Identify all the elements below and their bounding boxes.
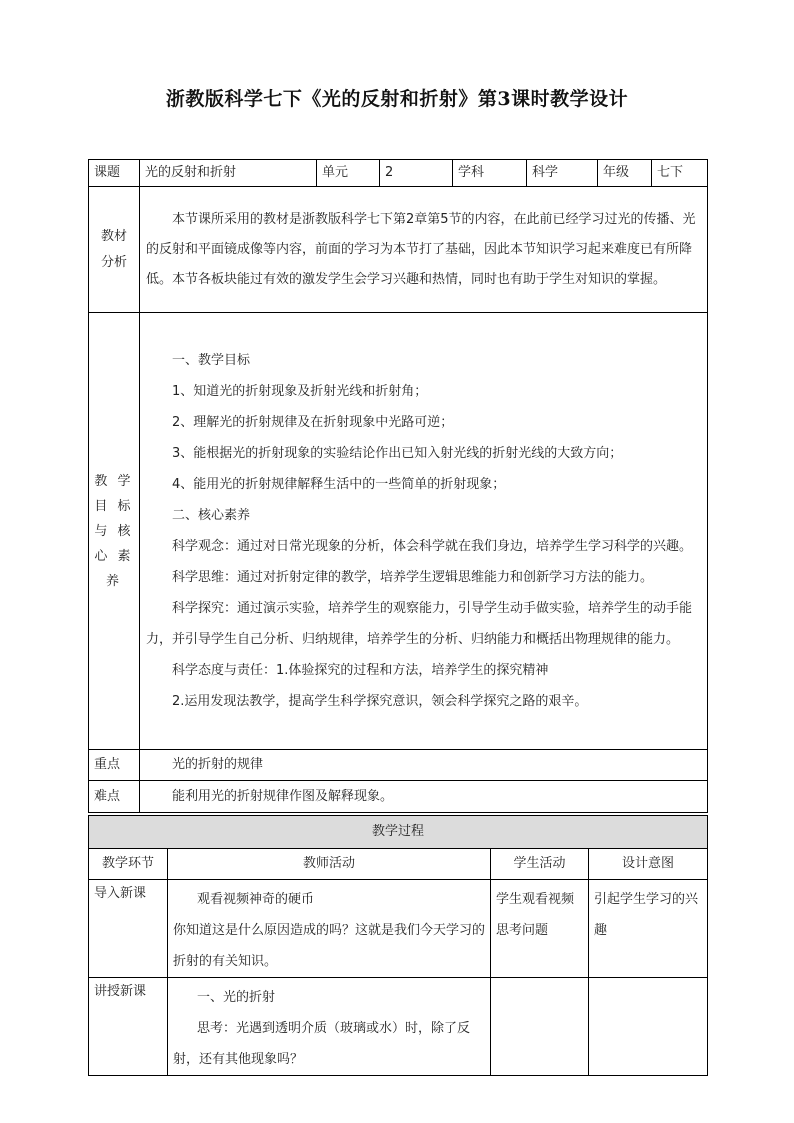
- table-row: [89, 978, 708, 1076]
- analysis-label: 教材 分析: [89, 187, 140, 313]
- document-title: 浙教版科学七下《光的反射和折射》第3课时教学设计: [165, 88, 629, 110]
- objectives-line: 科学探究：通过演示实验，培养学生的观察能力，引导学生动手做实验，培养学生的动手能力，并引导学生自己分析、归纳规律，培养学生的分析、归纳能力和概括出物理规律的能力。: [146, 601, 693, 647]
- topic-value: 光的反射和折射: [140, 160, 317, 187]
- lesson-info-table: [88, 159, 708, 813]
- analysis-text: 本节课所采用的教材是浙教版科学七下第2章第5节的内容，在此前已经学习过光的传播、光的反射和平面镜成像等内容，前面的学习为本节打了基础，因此本节知识学习起来难度已有所降低。本节各板块能过有效的激发学生会学习兴趣和热情，同时也有助于学生对知识的掌握。: [140, 187, 708, 313]
- column-header: 教学环节: [89, 849, 168, 880]
- column-header: 教师活动: [168, 849, 491, 880]
- objectives-line: 一、教学目标: [172, 353, 251, 368]
- stage-cell: 讲授新课: [89, 978, 168, 1076]
- unit-value: 2: [380, 160, 453, 187]
- objectives-line: 科学观念：通过对日常光现象的分析，体会科学就在我们身边，培养学生学习科学的兴趣。: [172, 539, 693, 554]
- process-heading-row: [89, 816, 708, 849]
- intent-cell: [589, 880, 708, 978]
- unit-label: 单元: [317, 160, 380, 187]
- objectives-line: 1、知道光的折射现象及折射光线和折射角；: [172, 384, 428, 399]
- process-header-row: [89, 849, 708, 880]
- info-row: [89, 160, 708, 187]
- key-point-label: 重点: [89, 750, 140, 781]
- difficulty-text: 能利用光的折射规律作图及解释现象。: [140, 781, 708, 813]
- topic-label: 课题: [89, 160, 140, 187]
- key-point-row: [89, 750, 708, 781]
- objectives-content: [140, 313, 708, 750]
- teacher-line: 你知道这是什么原因造成的吗？这就是我们今天学习的折射的有关知识。: [173, 923, 486, 969]
- intent-cell: [589, 978, 708, 1076]
- difficulty-row: [89, 781, 708, 813]
- objectives-row: [89, 313, 708, 750]
- analysis-row: [89, 187, 708, 313]
- student-text: 学生观看视频思考问题: [496, 892, 575, 938]
- teaching-process-table: [88, 815, 708, 1076]
- subject-label: 学科: [453, 160, 527, 187]
- objectives-line: 二、核心素养: [172, 508, 251, 523]
- teacher-line: 观看视频神奇的硬币: [197, 892, 315, 907]
- table-row: [89, 880, 708, 978]
- teacher-line: 一、光的折射: [197, 990, 276, 1005]
- column-header: 学生活动: [491, 849, 589, 880]
- objectives-label: 教 学 目 标 与 核 心 素 养: [89, 313, 140, 750]
- teacher-line: 思考：光遇到透明介质（玻璃或水）时，除了反射，还有其他现象吗？: [173, 1021, 471, 1067]
- teacher-cell: [168, 880, 491, 978]
- student-cell: [491, 880, 589, 978]
- objectives-line: 2、理解光的折射规律及在折射现象中光路可逆；: [172, 415, 454, 430]
- objectives-line: 3、能根据光的折射现象的实验结论作出已知入射光线的折射光线的大致方向；: [172, 446, 623, 461]
- stage-cell: 导入新课: [89, 880, 168, 978]
- difficulty-label: 难点: [89, 781, 140, 813]
- objectives-line: 科学思维：通过对折射定律的教学，培养学生逻辑思维能力和创新学习方法的能力。: [172, 570, 654, 585]
- grade-value: 七下: [652, 160, 708, 187]
- process-heading: 教学过程: [89, 816, 708, 849]
- objectives-line: 4、能用光的折射规律解释生活中的一些简单的折射现象；: [172, 477, 506, 492]
- key-point-text: 光的折射的规律: [140, 750, 708, 781]
- column-header: 设计意图: [589, 849, 708, 880]
- objectives-line: 科学态度与责任：1.体验探究的过程和方法，培养学生的探究精神: [172, 663, 549, 678]
- teacher-cell: [168, 978, 491, 1076]
- grade-label: 年级: [598, 160, 652, 187]
- subject-value: 科学: [527, 160, 598, 187]
- student-cell: [491, 978, 589, 1076]
- intent-text: 引起学生学习的兴趣: [594, 892, 699, 938]
- objectives-line: 2.运用发现法教学，提高学生科学探究意识，领会科学探究之路的艰辛。: [172, 694, 588, 709]
